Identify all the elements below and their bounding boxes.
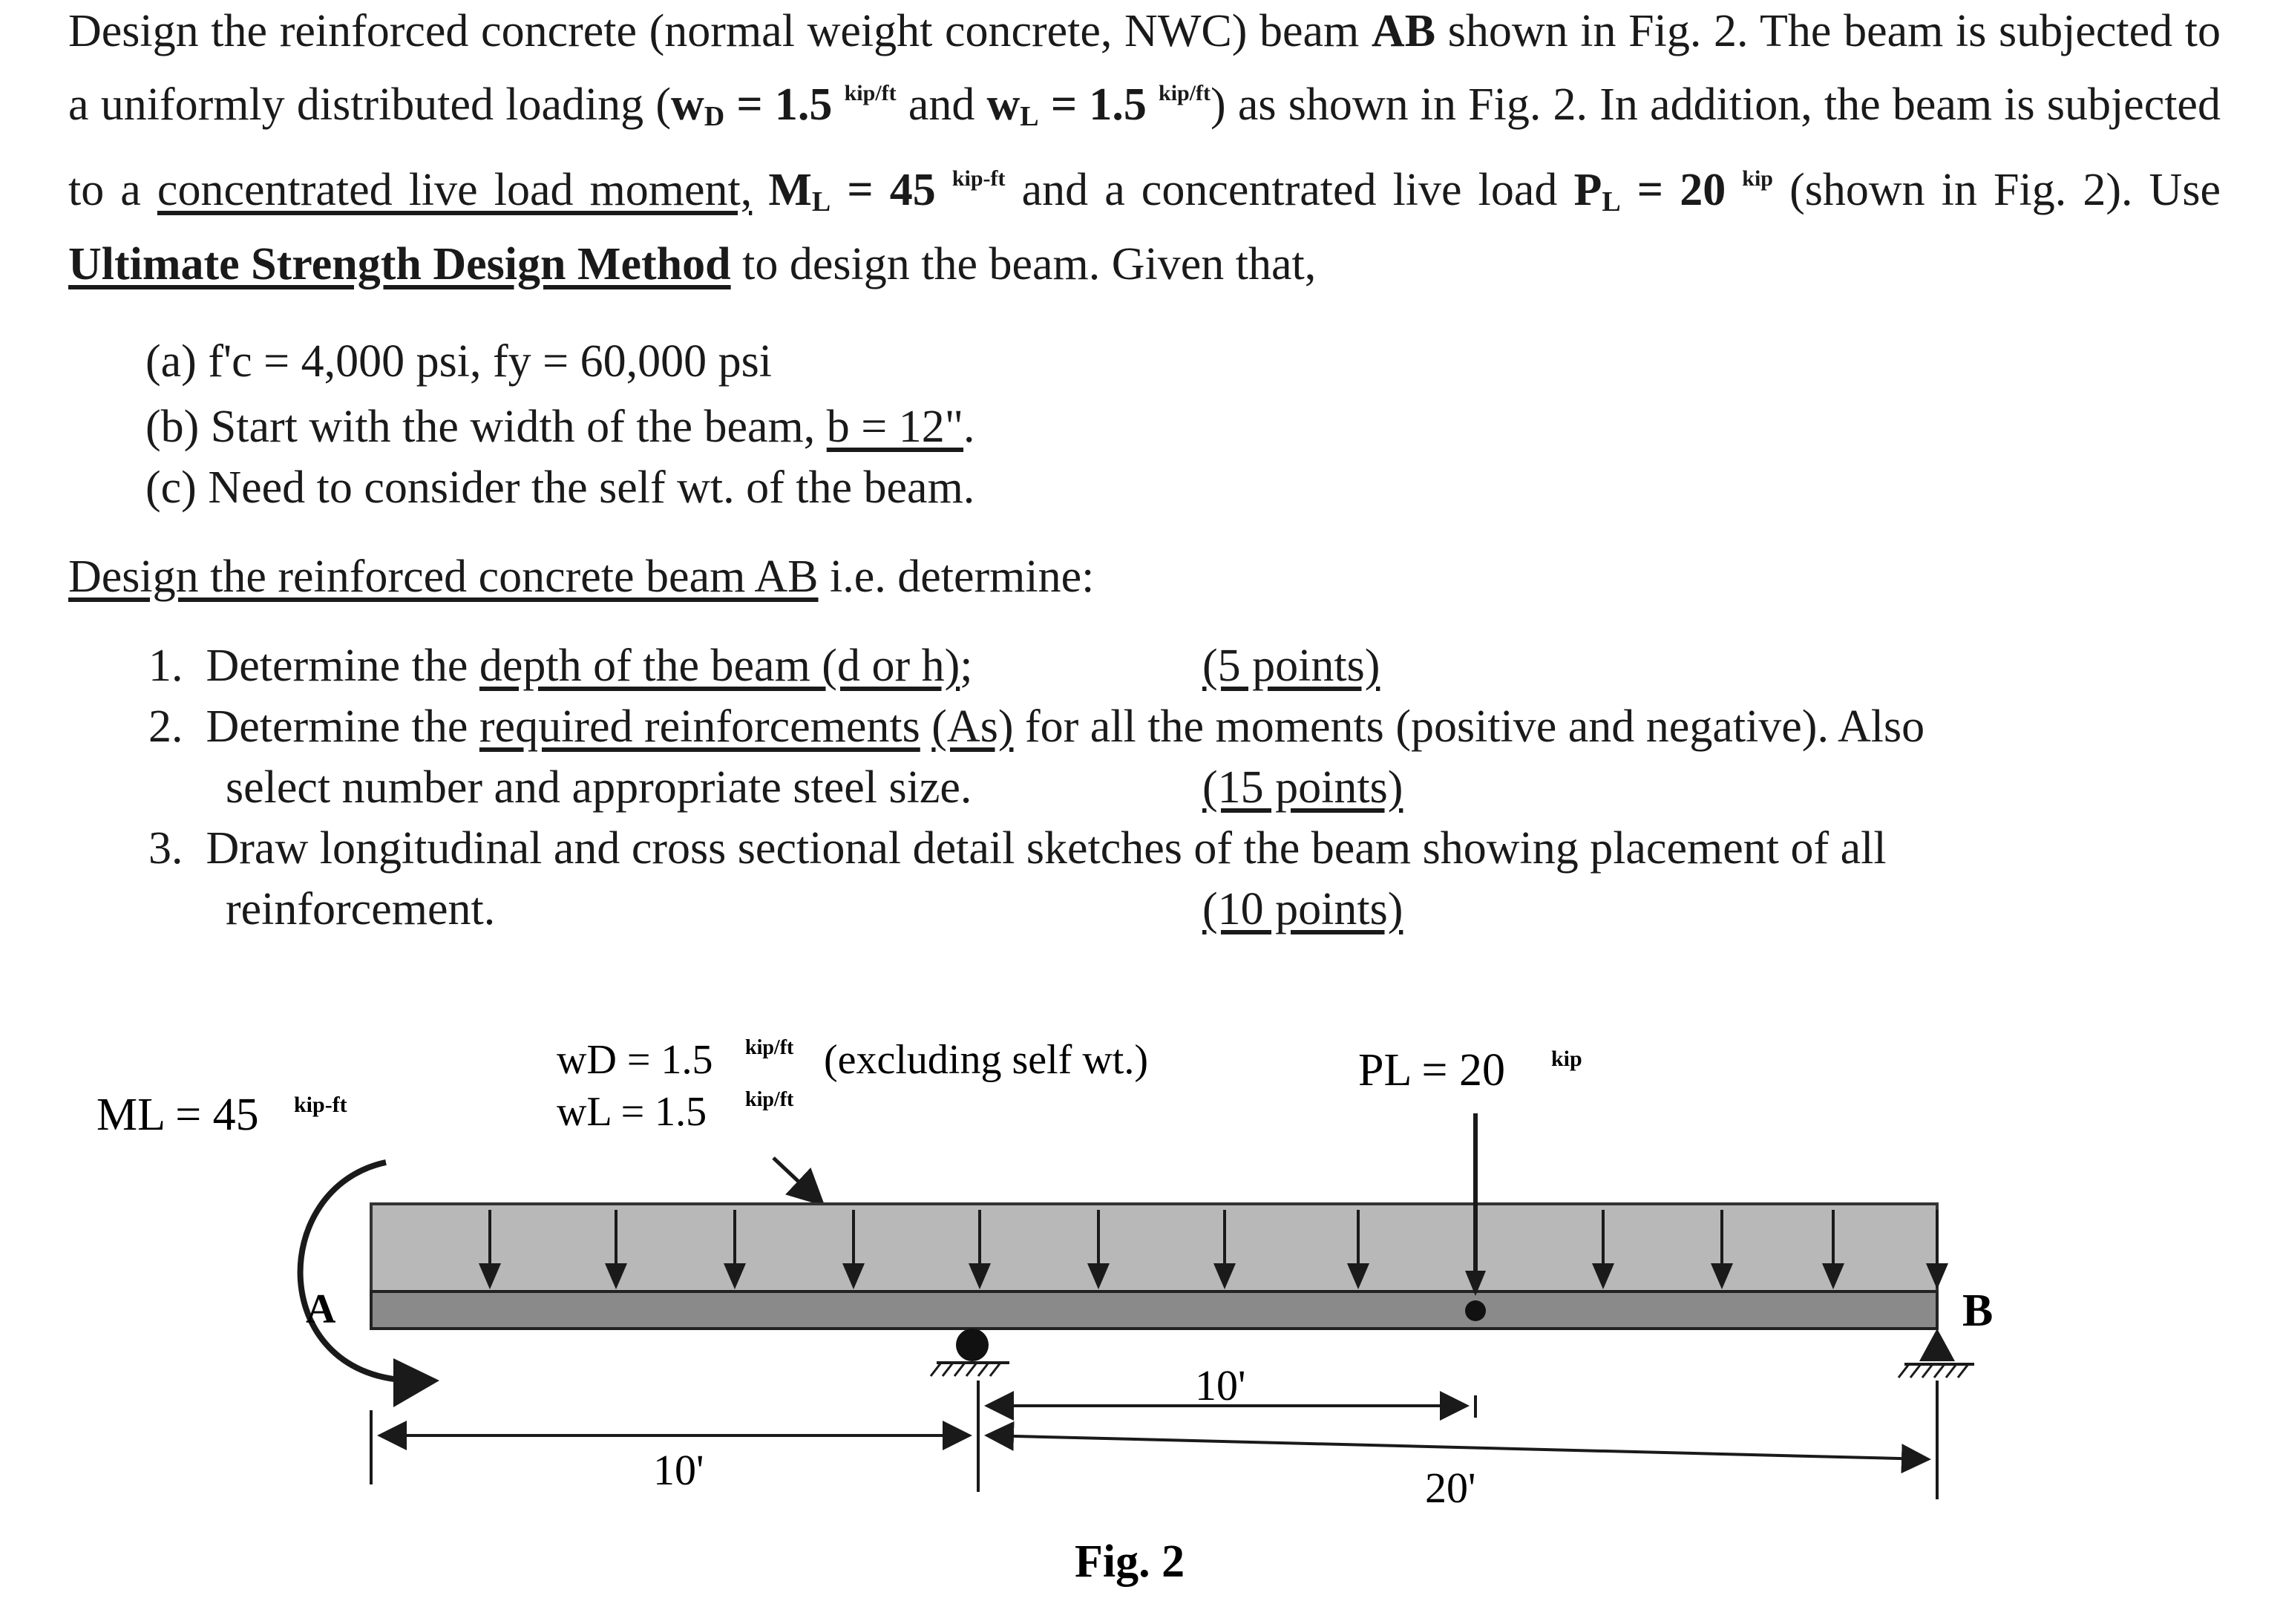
pl-subscript: L <box>1602 186 1621 217</box>
ml-subscript: L <box>811 186 831 217</box>
intro-text-6: to design the beam. Given that, <box>730 239 1317 289</box>
wd-unit: kip/ft <box>844 81 897 105</box>
wd-label: wD = 1.5 <box>557 1037 713 1083</box>
wd-note: (excluding self wt.) <box>824 1037 1148 1083</box>
dim-label-10-bottom: 10' <box>653 1446 704 1494</box>
given-b-width: b = 12" <box>826 402 964 452</box>
wl-label-unit: kip/ft <box>745 1088 794 1111</box>
given-b <box>145 398 975 456</box>
point-load-marker <box>1465 1300 1486 1321</box>
method-name: Ultimate Strength Design Method <box>68 239 731 289</box>
distributed-load-band <box>371 1204 1937 1291</box>
pl-value: = 20 <box>1620 165 1743 215</box>
task-2-line2: select number and appropriate steel size. <box>226 762 972 813</box>
task-2-as: (As) <box>931 701 1014 752</box>
task-3-num: 3. <box>148 823 183 874</box>
point-b-label: B <box>1962 1286 1994 1336</box>
given-b-period: . <box>963 402 975 452</box>
task-1-points: (5 points) <box>1202 641 1380 691</box>
given-a-text: f'c = 4,000 psi, fy = 60,000 psi <box>208 336 772 387</box>
intro-text-1: Design the reinforced concrete (normal weight concrete, NWC) beam <box>68 6 1372 56</box>
task-3 <box>148 819 1887 877</box>
wl-value: = 1.5 <box>1038 79 1159 130</box>
task-2-space <box>920 701 932 752</box>
wl-label: wL = 1.5 <box>557 1089 707 1135</box>
moment-arrowhead <box>393 1358 439 1407</box>
task-3-points: (10 points) <box>1202 884 1403 934</box>
ml-value: = 45 <box>831 165 952 215</box>
task-2-points: (15 points) <box>1202 762 1403 813</box>
figure-caption: Fig. 2 <box>1075 1536 1185 1587</box>
ml-unit: kip-ft <box>951 166 1006 191</box>
task-2-pre: Determine the <box>206 701 479 752</box>
wl-unit: kip/ft <box>1159 81 1211 105</box>
intro-text-4: and a concentrated live load <box>1005 165 1574 215</box>
task-1-pre: Determine the <box>206 641 479 691</box>
load-leader-arrow <box>773 1158 822 1204</box>
task-heading-rest: i.e. determine: <box>818 551 1095 602</box>
wd-symbol: w <box>671 79 704 130</box>
ml-symbol: M <box>752 165 812 215</box>
ml-label-unit: kip-ft <box>294 1093 347 1117</box>
given-c-text: Need to consider the self wt. of the beam. <box>208 462 975 513</box>
intro-text-5: (shown in Fig. 2). Use <box>1773 165 2221 215</box>
wd-subscript: D <box>704 101 725 132</box>
given-a <box>145 333 772 390</box>
wd-value: = 1.5 <box>724 79 845 130</box>
given-a-label: (a) <box>145 336 197 387</box>
task-2 <box>148 698 1924 756</box>
task-heading <box>68 548 1094 606</box>
task-2-post: for all the moments (positive and negative). Also <box>1013 701 1925 752</box>
task-1-underlined: depth of the beam (d or h) <box>479 641 960 691</box>
task-1 <box>148 637 972 695</box>
given-b-label: (b) <box>145 402 200 452</box>
pl-label-unit: kip <box>1551 1047 1582 1071</box>
dim-line-20 <box>987 1435 1928 1459</box>
task-2-underlined: required reinforcements <box>479 701 920 752</box>
and-text: and <box>896 79 987 130</box>
given-b-text: Start with the width of the beam, <box>210 402 827 452</box>
beam-label: AB <box>1371 6 1436 56</box>
moment-phrase: concentrated live load moment, <box>157 165 753 215</box>
pin-support <box>1919 1329 1955 1361</box>
intro-text-3: ) as shown in Fig. 2. In addition, the beam is subjected to a <box>68 79 2221 215</box>
task-heading-underlined: Design the reinforced concrete beam AB <box>68 551 819 602</box>
wl-subscript: L <box>1020 101 1039 132</box>
task-2-num: 2. <box>148 701 183 752</box>
task-1-num: 1. <box>148 641 183 691</box>
task-3-line2: reinforcement. <box>226 884 496 934</box>
intro-paragraph <box>68 0 2221 295</box>
given-c <box>145 459 974 517</box>
intro-text-2: shown in Fig. 2. The beam is subjected to a uniformly distributed loading ( <box>68 6 2221 130</box>
roller-support <box>956 1329 989 1361</box>
task-3-line1: Draw longitudinal and cross sectional detail sketches of the beam showing placement of all <box>206 823 1887 874</box>
ml-label: ML = 45 <box>96 1090 259 1140</box>
wl-symbol: w <box>986 79 1021 130</box>
dim-label-10-top: 10' <box>1195 1361 1246 1409</box>
point-a-label: A <box>306 1286 336 1332</box>
pl-symbol: P <box>1573 165 1602 215</box>
given-c-label: (c) <box>145 462 197 513</box>
beam-figure <box>0 965 2280 1624</box>
pl-unit: kip <box>1742 166 1773 191</box>
pl-label: PL = 20 <box>1358 1045 1506 1096</box>
dim-label-20: 20' <box>1425 1464 1476 1512</box>
beam-ab <box>371 1291 1937 1329</box>
roller-hatch <box>931 1363 1000 1376</box>
wd-label-unit: kip/ft <box>745 1036 794 1059</box>
task-1-post: ; <box>960 641 973 691</box>
pin-hatch <box>1899 1364 1968 1378</box>
